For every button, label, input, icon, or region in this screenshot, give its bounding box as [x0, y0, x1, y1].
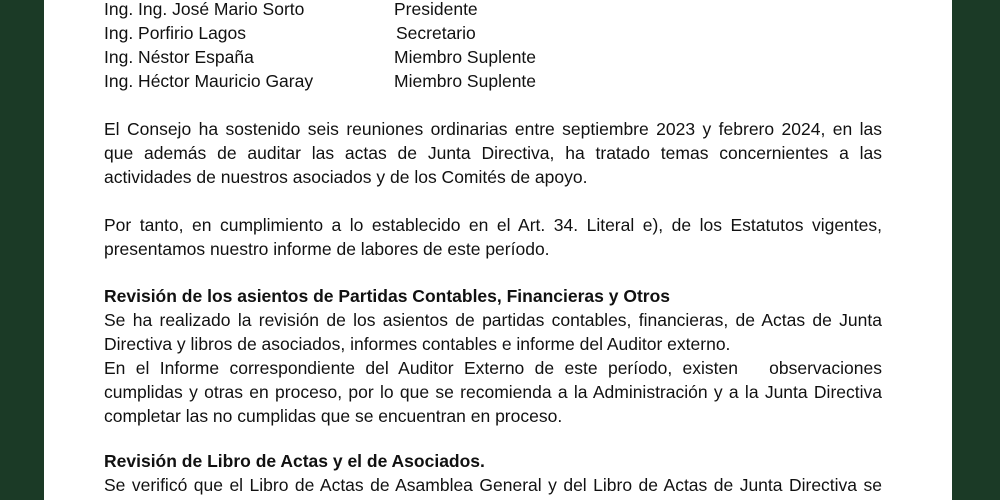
- section-heading: Revisión de los asientos de Partidas Contables, Financieras y Otros: [104, 286, 671, 306]
- paragraph-line: El Consejo ha sostenido seis reuniones ordinarias entre septiembre 2023 y febrero 2024, en las: [104, 119, 882, 139]
- section-line: completar las no cumplidas que se encuentran en proceso.: [104, 406, 563, 426]
- paragraph-report: [104, 213, 882, 261]
- section-line: Se ha realizado la revisión de los asientos de partidas contables, financieras, de Actas de Junta: [104, 310, 882, 330]
- member-name: Ing. Héctor Mauricio Garay: [104, 71, 314, 91]
- member-name: Ing. Néstor España: [104, 47, 254, 67]
- member-row: [104, 45, 882, 69]
- member-name: Ing. Ing. José Mario Sorto: [104, 0, 305, 19]
- document-page: [44, 0, 952, 500]
- paragraph-line: presentamos nuestro informe de labores de este período.: [104, 239, 550, 259]
- member-role: Presidente: [394, 0, 478, 19]
- member-role: Miembro Suplente: [394, 47, 537, 67]
- paragraph-line: actividades de nuestros asociados y de los Comités de apoyo.: [104, 167, 588, 187]
- member-row: [104, 69, 882, 93]
- member-row: [104, 21, 882, 45]
- section-heading: Revisión de Libro de Actas y el de Asociados.: [104, 451, 485, 471]
- member-row: [104, 0, 882, 21]
- section-line: En el Informe correspondiente del Auditor Externo de este período, existen observaciones: [104, 358, 882, 378]
- section-line: Directiva y libros de asociados, informes contables e informe del Auditor externo.: [104, 334, 731, 354]
- paragraph-line: Por tanto, en cumplimiento a lo establecido en el Art. 34. Literal e), de los Estatutos vigentes,: [104, 215, 882, 235]
- member-role: Miembro Suplente: [394, 71, 537, 91]
- member-role: Secretario: [396, 23, 476, 43]
- member-name: Ing. Porfirio Lagos: [104, 23, 247, 43]
- section-minutes-review: [104, 449, 882, 497]
- section-line: Se verificó que el Libro de Actas de Asamblea General y del Libro de Actas de Junta Directiva se: [104, 475, 882, 495]
- paragraph-line: que además de auditar las actas de Junta Directiva, ha tratado temas concernientes a las: [104, 143, 882, 163]
- members-list: [104, 0, 882, 93]
- section-line: cumplidas y otras en proceso, por lo que se recomienda a la Administración y a la Junta Directiva: [104, 382, 882, 402]
- paragraph-meetings: [104, 117, 882, 189]
- section-accounting-review: [104, 284, 882, 428]
